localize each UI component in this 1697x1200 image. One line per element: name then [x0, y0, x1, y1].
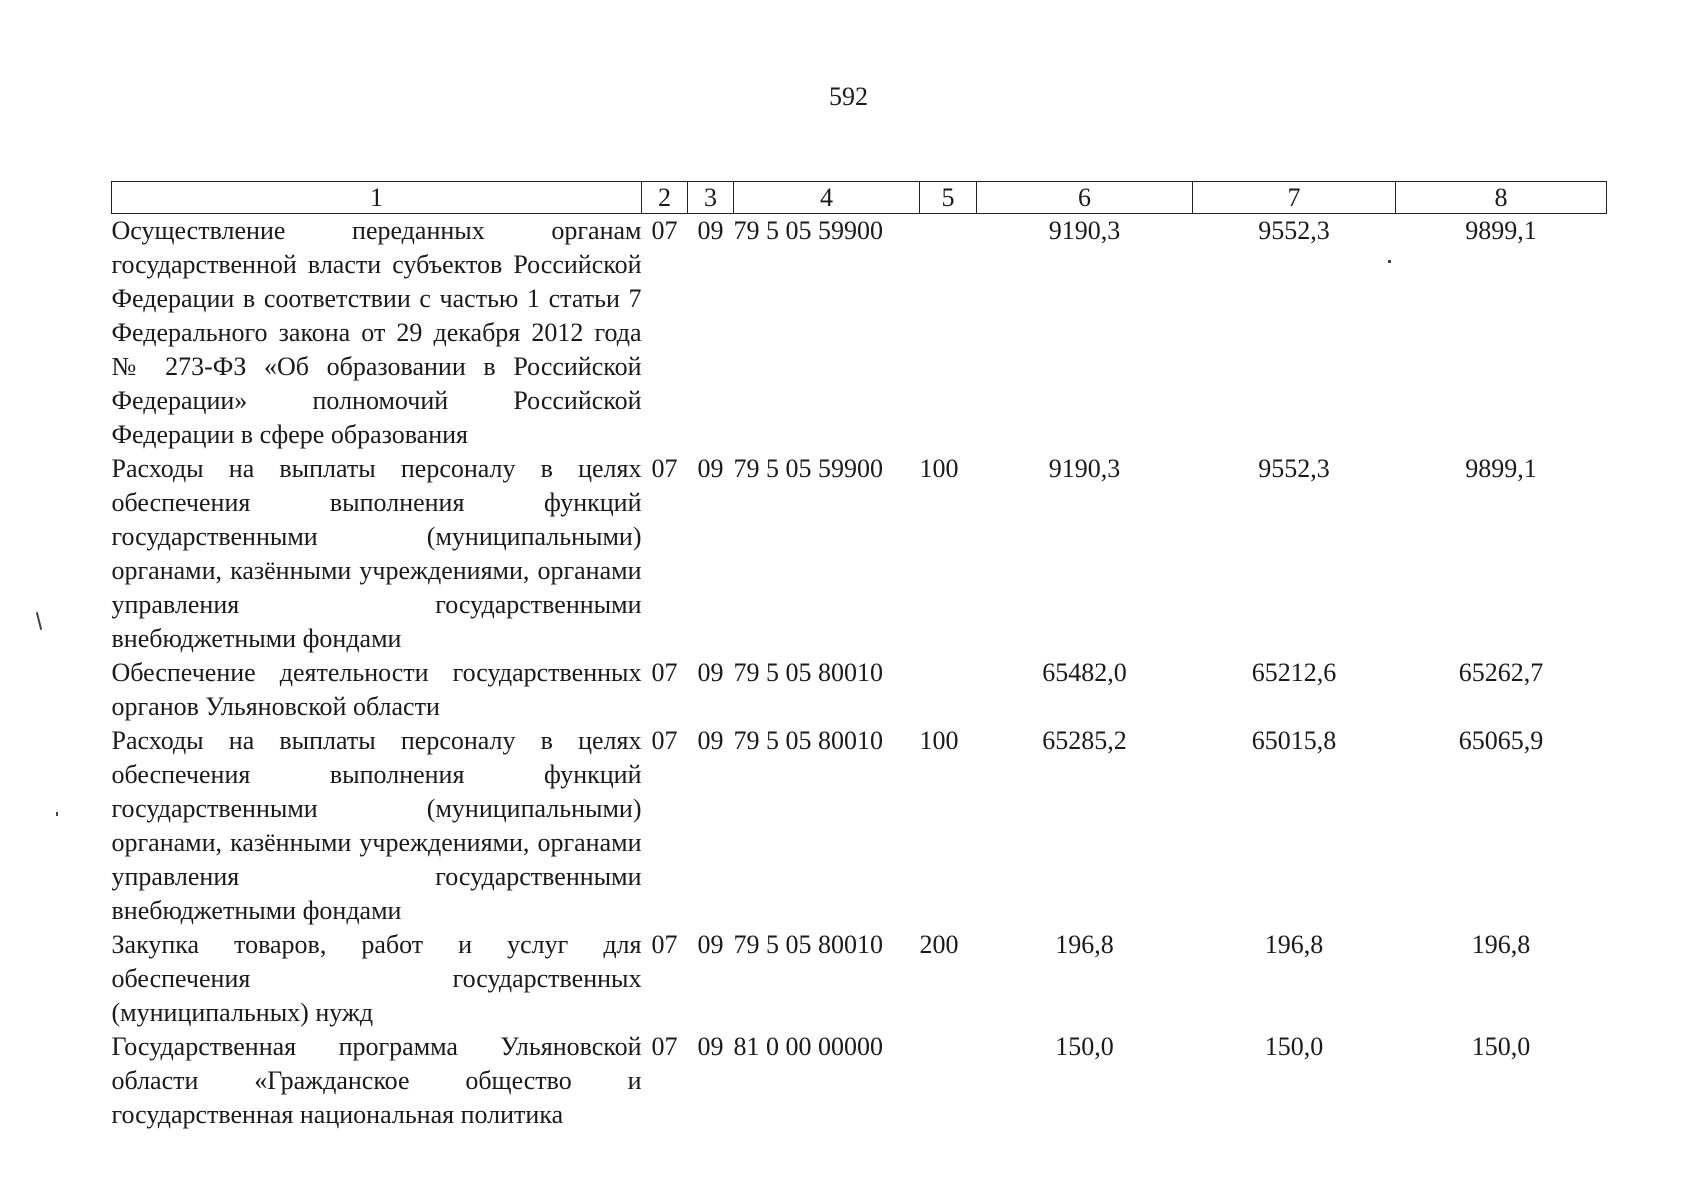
table-row	[112, 928, 1607, 1030]
subsection-code: 09	[697, 658, 724, 687]
amount-col-6: 65285,2	[1042, 726, 1127, 755]
target-article-code: 79 5 05 80010	[733, 726, 883, 755]
scan-speck	[56, 812, 58, 816]
amount-col-6: 196,8	[1055, 930, 1114, 959]
column-header-1: 1	[112, 182, 642, 214]
table-header-row	[112, 182, 1607, 214]
table-row	[112, 214, 1607, 453]
row-description: Расходы на выплаты персоналу в целях обеспечения выполнения функций государственными (муниципальными) органами, казёнными учреждениями, органами управления государственными внебюджетными фондами	[111, 454, 642, 653]
amount-col-7: 9552,3	[1258, 454, 1330, 483]
section-code: 07	[651, 216, 678, 245]
column-header-5: 5	[920, 182, 977, 214]
amount-col-8: 65262,7	[1458, 658, 1544, 687]
expense-type-code	[920, 1030, 977, 1132]
amount-col-6: 150,0	[1055, 1032, 1114, 1061]
amount-col-8: 65065,9	[1458, 726, 1544, 755]
amount-col-7: 196,8	[1264, 930, 1324, 959]
amount-col-7: 65015,8	[1251, 726, 1337, 755]
amount-col-8: 196,8	[1471, 930, 1531, 959]
subsection-code: 09	[697, 1032, 724, 1061]
scan-speck	[36, 612, 42, 630]
row-description: Государственная программа Ульяновской области «Гражданское общество и государственная национальная политика	[111, 1032, 642, 1129]
section-code: 07	[651, 930, 678, 959]
subsection-code: 09	[697, 454, 724, 483]
amount-col-8: 150,0	[1471, 1032, 1531, 1061]
row-description: Расходы на выплаты персоналу в целях обеспечения выполнения функций государственными (муниципальными) органами, казёнными учреждениями, органами управления государственными внебюджетными фондами	[111, 726, 642, 925]
amount-col-7: 65212,6	[1251, 658, 1337, 687]
row-description: Закупка товаров, работ и услуг для обеспечения государственных (муниципальных) нужд	[111, 930, 642, 1027]
section-code: 07	[651, 658, 678, 687]
column-header-3: 3	[688, 182, 734, 214]
subsection-code: 09	[697, 726, 724, 755]
target-article-code: 81 0 00 00000	[733, 1032, 883, 1061]
amount-col-8: 9899,1	[1465, 454, 1537, 483]
amount-col-8: 9899,1	[1465, 216, 1537, 245]
column-header-8: 8	[1396, 182, 1607, 214]
amount-col-7: 9552,3	[1258, 216, 1330, 245]
column-header-6: 6	[977, 182, 1193, 214]
table-row	[112, 452, 1607, 656]
expense-type-code: 100	[919, 726, 959, 755]
subsection-code: 09	[697, 930, 724, 959]
column-header-4: 4	[734, 182, 920, 214]
expense-type-code: 200	[919, 930, 959, 959]
budget-table	[111, 181, 1607, 1132]
expense-type-code	[920, 656, 977, 724]
table-row	[112, 656, 1607, 724]
column-header-7: 7	[1193, 182, 1396, 214]
expense-type-code	[920, 214, 977, 453]
target-article-code: 79 5 05 59900	[733, 216, 883, 245]
section-code: 07	[651, 454, 678, 483]
expense-type-code: 100	[919, 454, 959, 483]
column-header-2: 2	[642, 182, 688, 214]
section-code: 07	[651, 726, 678, 755]
scan-speck	[1388, 260, 1391, 263]
subsection-code: 09	[697, 216, 724, 245]
table-row	[112, 724, 1607, 928]
row-description: Обеспечение деятельности государственных органов Ульяновской области	[111, 658, 642, 721]
amount-col-6: 65482,0	[1042, 658, 1127, 687]
section-code: 07	[651, 1032, 678, 1061]
amount-col-6: 9190,3	[1048, 454, 1121, 483]
amount-col-6: 9190,3	[1048, 216, 1121, 245]
target-article-code: 79 5 05 80010	[733, 930, 883, 959]
target-article-code: 79 5 05 59900	[733, 454, 883, 483]
amount-col-7: 150,0	[1264, 1032, 1324, 1061]
table-row	[112, 1030, 1607, 1132]
target-article-code: 79 5 05 80010	[733, 658, 883, 687]
page-number: 592	[829, 82, 868, 111]
row-description: Осуществление переданных органам государственной власти субъектов Российской Федерации в соответствии с частью 1 статьи 7 Федерального закона от 29 декабря 2012 года № 273-ФЗ «Об образовании в Российской Федерации» полномочий Российской Федерации в сфере образования	[111, 216, 642, 449]
